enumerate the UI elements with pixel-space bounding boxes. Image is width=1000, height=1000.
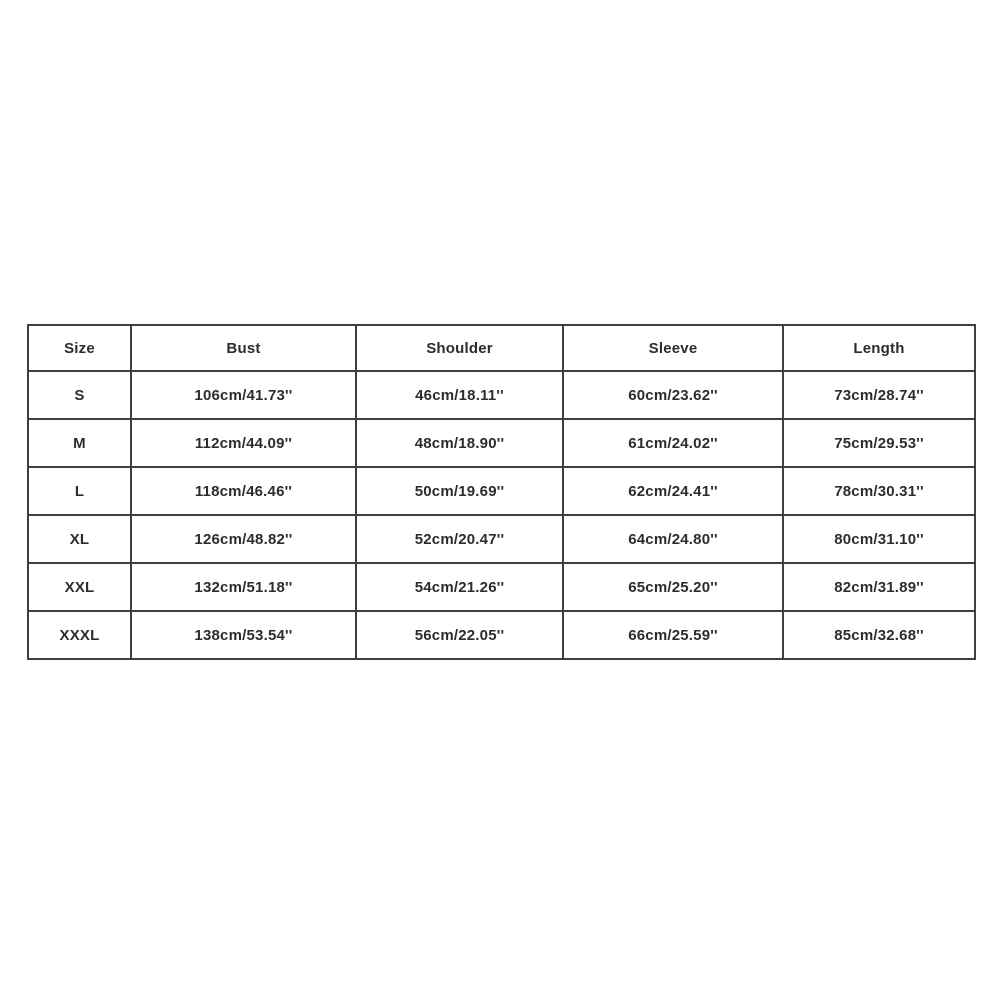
measurement-cell: 106cm/41.73'' xyxy=(131,371,356,419)
measurement-cell: 85cm/32.68'' xyxy=(783,611,975,659)
measurement-cell: 75cm/29.53'' xyxy=(783,419,975,467)
size-label-cell: S xyxy=(28,371,131,419)
column-header-bust: Bust xyxy=(131,325,356,371)
measurement-cell: 52cm/20.47'' xyxy=(356,515,563,563)
column-header-shoulder: Shoulder xyxy=(356,325,563,371)
measurement-cell: 78cm/30.31'' xyxy=(783,467,975,515)
measurement-cell: 50cm/19.69'' xyxy=(356,467,563,515)
size-label-cell: XXL xyxy=(28,563,131,611)
column-header-length: Length xyxy=(783,325,975,371)
size-label-cell: XXXL xyxy=(28,611,131,659)
size-chart-table xyxy=(27,324,976,660)
measurement-cell: 112cm/44.09'' xyxy=(131,419,356,467)
measurement-cell: 56cm/22.05'' xyxy=(356,611,563,659)
measurement-cell: 82cm/31.89'' xyxy=(783,563,975,611)
size-label-cell: XL xyxy=(28,515,131,563)
measurement-cell: 60cm/23.62'' xyxy=(563,371,783,419)
measurement-cell: 126cm/48.82'' xyxy=(131,515,356,563)
size-label-cell: M xyxy=(28,419,131,467)
measurement-cell: 80cm/31.10'' xyxy=(783,515,975,563)
table-header-row xyxy=(28,325,975,371)
table-row xyxy=(28,467,975,515)
column-header-size: Size xyxy=(28,325,131,371)
measurement-cell: 64cm/24.80'' xyxy=(563,515,783,563)
measurement-cell: 48cm/18.90'' xyxy=(356,419,563,467)
measurement-cell: 132cm/51.18'' xyxy=(131,563,356,611)
table-row xyxy=(28,371,975,419)
table-row xyxy=(28,563,975,611)
measurement-cell: 62cm/24.41'' xyxy=(563,467,783,515)
column-header-sleeve: Sleeve xyxy=(563,325,783,371)
table-row xyxy=(28,611,975,659)
table-row xyxy=(28,419,975,467)
measurement-cell: 138cm/53.54'' xyxy=(131,611,356,659)
measurement-cell: 118cm/46.46'' xyxy=(131,467,356,515)
measurement-cell: 73cm/28.74'' xyxy=(783,371,975,419)
measurement-cell: 61cm/24.02'' xyxy=(563,419,783,467)
size-label-cell: L xyxy=(28,467,131,515)
measurement-cell: 46cm/18.11'' xyxy=(356,371,563,419)
measurement-cell: 66cm/25.59'' xyxy=(563,611,783,659)
table-row xyxy=(28,515,975,563)
measurement-cell: 65cm/25.20'' xyxy=(563,563,783,611)
measurement-cell: 54cm/21.26'' xyxy=(356,563,563,611)
